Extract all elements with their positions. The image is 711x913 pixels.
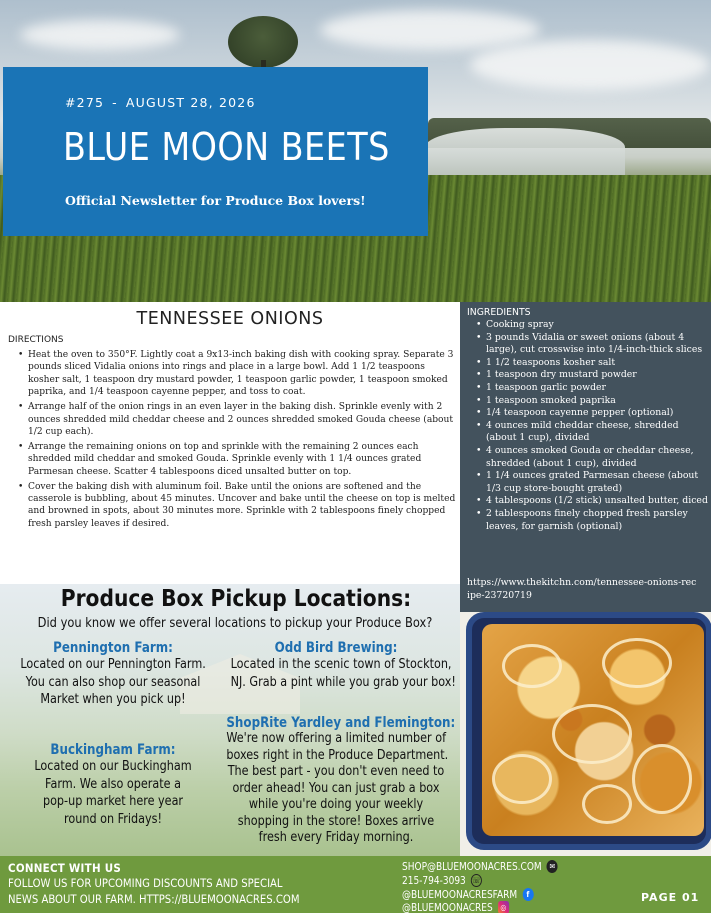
pickup-title: Produce Box Pickup Locations:	[60, 586, 412, 612]
instagram-icon: ◎	[498, 901, 509, 913]
ingredients-panel	[460, 302, 711, 612]
location-name: ShopRite Yardley and Flemington:	[226, 715, 456, 731]
page-number: PAGE 01	[641, 891, 700, 904]
direction-step: • Arrange half of the onion rings in an even layer in the baking dish. Sprinkle evenly with 2 ounces shredded mild cheddar cheese and 2 ounces shredded smoked Gouda cheese (about 1/2 cup each).	[18, 401, 458, 438]
contact-email[interactable]	[402, 860, 558, 873]
location-line: NJ. Grab a pint while you grab your box!	[230, 674, 456, 690]
location-line: pop-up market here year	[42, 794, 184, 810]
location-line: Farm. We also operate a	[45, 776, 181, 792]
ingredient-item: • 1 1/2 teaspoons kosher salt	[476, 357, 708, 370]
location-line: boxes right in the Produce Department.	[226, 747, 449, 763]
ingredient-item: • Cooking spray	[476, 319, 708, 332]
ingredients-list	[476, 319, 708, 533]
contact-facebook[interactable]	[402, 888, 533, 901]
location-odd-bird	[212, 640, 460, 691]
title-box	[3, 67, 428, 236]
location-line: fresh every Friday morning.	[258, 830, 414, 845]
issue-date: AUGUST 28, 2026	[125, 95, 256, 110]
location-line: Located on our Pennington Farm.	[20, 657, 206, 672]
newsletter-subtitle: Official Newsletter for Produce Box lovers!	[65, 193, 366, 208]
facebook-handle[interactable]: @BLUEMOONACRESFARM	[402, 888, 518, 901]
location-pennington	[4, 640, 222, 709]
direction-step: • Cover the baking dish with aluminum foil. Bake until the onions are softened and the casserole is bubbling, about 45 minutes. Uncover and bake until the cheese on top is melted and browned in spots, about 30 minutes more. Sprinkle with 2 tablespoons finely chopped fresh parsley leaves if desired.	[18, 481, 458, 531]
location-name: Odd Bird Brewing:	[274, 640, 398, 656]
ingredient-item: • 3 pounds Vidalia or sweet onions (about 4 large), cut crosswise into 1/4-inch-thick slices	[476, 332, 708, 357]
email-address[interactable]: SHOP@BLUEMOONACRES.COM	[402, 860, 542, 873]
issue-line	[65, 95, 256, 110]
pickup-subtitle: Did you know we offer several locations to pickup your Produce Box?	[37, 616, 433, 631]
greenhouse-image	[425, 128, 625, 176]
location-description	[20, 656, 205, 709]
issue-number: #275	[65, 95, 105, 110]
ingredient-item: • 4 tablespoons (1/2 stick) unsalted butter, diced	[476, 495, 708, 508]
ingredient-item: • 1/4 teaspoon cayenne pepper (optional)	[476, 407, 708, 420]
direction-step: • Arrange the remaining onions on top and sprinkle with the remaining 2 ounces each shredded mild cheddar and smoked Gouda. Sprinkle evenly with 1 1/4 ounces grated Parmesan cheese. Scatter 4 tablespoons diced unsalted butter on top.	[18, 441, 458, 478]
instagram-handle[interactable]: @BLUEMOONACRES	[402, 901, 493, 913]
facebook-icon: f	[522, 888, 533, 901]
location-line: Located on our Buckingham	[34, 759, 192, 774]
directions-heading: DIRECTIONS	[8, 335, 64, 345]
ingredient-item: • 1 1/4 ounces grated Parmesan cheese (about 1/3 cup store-bought grated)	[476, 470, 708, 495]
phone-number[interactable]: 215-794-3093	[402, 874, 466, 887]
directions-list	[18, 349, 458, 533]
location-line: order ahead! You can just grab a box	[232, 780, 440, 796]
footer-text-line[interactable]: NEWS ABOUT OUR FARM. HTTPS://BLUEMOONACRES.COM	[8, 893, 300, 906]
ingredient-item: • 1 teaspoon smoked paprika	[476, 395, 708, 408]
location-line: round on Fridays!	[64, 811, 162, 827]
direction-step: • Heat the oven to 350°F. Lightly coat a 9x13-inch baking dish with cooking spray. Separate 3 pounds sliced Vidalia onions into rings and place in a large bowl. Add 1 1/2 teaspoons kosher salt, 1 teaspoon dry mustard powder, 1 teaspoon garlic powder, 1 teaspoon smoked paprika, and 1/4 teaspoon cayenne pepper, and toss to coat.	[18, 349, 458, 399]
contact-phone[interactable]	[402, 874, 482, 887]
location-name: Buckingham Farm:	[50, 742, 176, 758]
ingredient-item: • 1 teaspoon dry mustard powder	[476, 369, 708, 382]
footer-text-line: FOLLOW US FOR UPCOMING DISCOUNTS AND SPECIAL	[8, 877, 283, 890]
ingredients-heading: INGREDIENTS	[467, 307, 531, 318]
location-line: while you're doing your weekly	[248, 797, 424, 812]
ingredient-item: • 1 teaspoon garlic powder	[476, 382, 708, 395]
ingredient-item: • 4 ounces smoked Gouda or cheddar cheese, shredded (about 1 cup), divided	[476, 445, 708, 470]
location-buckingham	[4, 742, 222, 828]
location-name: Pennington Farm:	[53, 640, 173, 656]
phone-icon: ☏	[472, 876, 481, 885]
location-description	[226, 731, 449, 847]
location-line: The best part - you don't even need to	[227, 764, 445, 779]
recipe-directions-panel	[0, 302, 460, 584]
location-line: shopping in the store! Boxes arrive	[237, 813, 435, 829]
ingredient-item: • 2 tablespoons finely chopped fresh parsley leaves, for garnish (optional)	[476, 508, 708, 533]
location-shoprite	[207, 715, 460, 847]
location-line: Located in the scenic town of Stockton,	[230, 657, 452, 672]
contact-instagram[interactable]	[402, 901, 509, 913]
recipe-source-link[interactable]: https://www.thekitchn.com/tennessee-onions-recipe-23720719	[467, 577, 697, 601]
location-description	[230, 656, 456, 691]
location-line: We're now offering a limited number of	[226, 731, 447, 746]
location-description	[20, 758, 205, 828]
location-line: Market when you pick up!	[40, 692, 186, 708]
issue-separator: -	[112, 95, 118, 110]
hero-banner	[0, 0, 711, 302]
email-icon: ✉	[547, 860, 558, 873]
footer	[0, 856, 711, 913]
footer-heading: CONNECT WITH US	[8, 862, 122, 875]
baking-dish-image	[466, 612, 711, 850]
casserole-photo	[460, 612, 711, 856]
recipe-title: TENNESSEE ONIONS	[136, 309, 324, 329]
newsletter-title: BLUE MOON BEETS	[63, 125, 390, 169]
location-line: You can also shop our seasonal	[25, 674, 201, 690]
ingredient-item: • 4 ounces mild cheddar cheese, shredded (about 1 cup), divided	[476, 420, 708, 445]
pickup-locations-section	[0, 584, 460, 856]
